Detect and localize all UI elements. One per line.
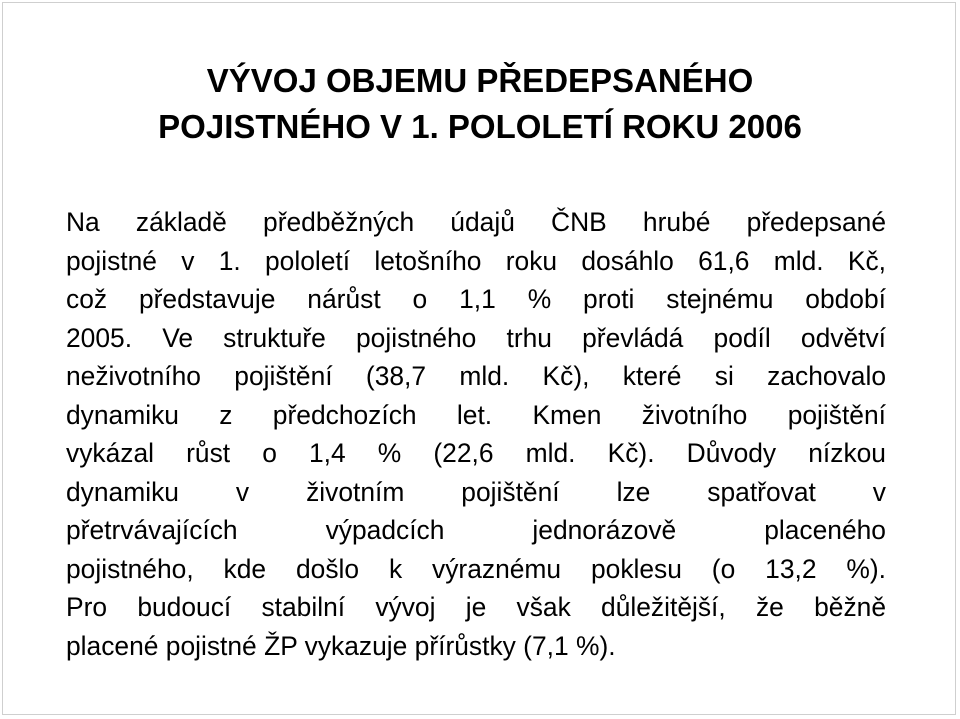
body-line: dynamiku z předchozích let. Kmen životního pojištění [66, 399, 886, 430]
body-line: dynamiku v životním pojištění lze spatřovat v [66, 476, 886, 507]
body-line: 2005. Ve struktuře pojistného trhu převládá podíl odvětví [66, 322, 886, 353]
body-line: vykázal růst o 1,4 % (22,6 mld. Kč). Důvody nízkou [66, 438, 886, 468]
slide-title [0, 58, 960, 150]
title-line-2: POJISTNÉHO V 1. POLOLETÍ ROKU 2006 [158, 108, 802, 145]
body-line: neživotního pojištění (38,7 mld. Kč), které si zachovalo [66, 361, 886, 391]
body-line: pojistného, kde došlo k výraznému poklesu (o 13,2 %). [66, 553, 886, 584]
body-line: Na základě předběžných údajů ČNB hrubé předepsané [66, 207, 886, 237]
title-line-1: VÝVOJ OBJEMU PŘEDEPSANÉHO [206, 62, 754, 99]
body-line: Pro budoucí stabilní vývoj je však důležitější, že běžně [66, 592, 886, 622]
body-line: placené pojistné ŽP vykazuje přírůstky (7,1 %). [66, 630, 616, 661]
body-line: přetrvávajících výpadcích jednorázově placeného [66, 515, 886, 545]
body-line: což představuje nárůst o 1,1 % proti stejnému období [66, 284, 886, 314]
body-line: pojistné v 1. pololetí letošního roku dosáhlo 61,6 mld. Kč, [66, 245, 886, 276]
body-paragraph [66, 203, 886, 665]
